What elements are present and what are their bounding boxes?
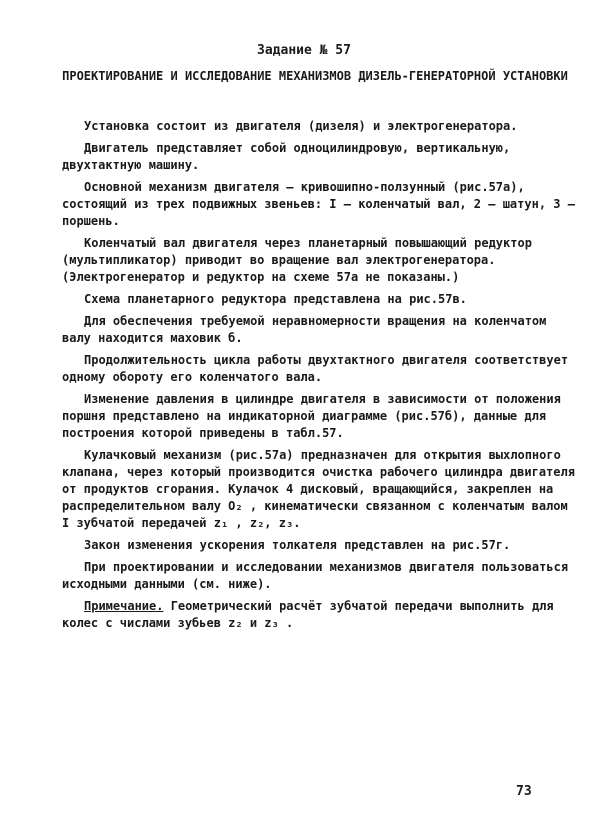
page-number: 73 [516,784,532,799]
paragraph-4: Коленчатый вал двигателя через планетарный повышающий редуктор (мультипликатор) приводит во вращение вал электрогенератора. (Электрогенератор и редуктор на схеме 57а не показаны.) [62,236,532,284]
paragraph-9: Кулачковый механизм (рис.57а) предназначен для открытия выхлопного клапана, через который производится очистка рабочего цилиндра двигателя от продуктов сгорания. Кулачок 4 дисковый, вращающийся, закреплен на распределительном валу O₂ , кинематически связанном с коленчатым валом I зубчатой передачей z₁ , z₂, z₃. [62,448,575,530]
paragraph-1: Установка состоит из двигателя (дизеля) и электрогенератора. [84,119,518,133]
paragraph-5: Схема планетарного редуктора представлена на рис.57в. [84,292,467,306]
paragraph-8: Изменение давления в цилиндре двигателя в зависимости от положения поршня представлено на индикаторной диаграмме (рис.57б), данные для построения которой приведены в табл.57. [62,392,561,440]
paragraph-6: Для обеспечения требуемой неравномерности вращения на коленчатом валу находится маховик б. [62,314,547,345]
body-text [62,118,582,637]
assignment-title: Задание № 57 [257,43,351,58]
paragraph-10: Закон изменения ускорения толкателя представлен на рис.57г. [84,538,511,552]
paragraph-11: При проектировании и исследовании механизмов двигателя пользоваться исходными данными (см. ниже). [62,560,569,591]
paragraph-2: Двигатель представляет собой одноцилиндровую, вертикальную, двухтактную машину. [62,141,511,172]
paragraph-3: Основной механизм двигателя – кривошипно-ползунный (рис.57а), состоящий из трех подвижных звеньев: I – коленчатый вал, 2 – шатун, 3 – поршень. [62,180,575,228]
note-paragraph [62,598,582,632]
note-label: Примечание. [84,599,164,613]
paragraph-7: Продолжительность цикла работы двухтактного двигателя соответствует одному обороту его коленчатого вала. [62,353,569,384]
section-heading: ПРОЕКТИРОВАНИЕ И ИССЛЕДОВАНИЕ МЕХАНИЗМОВ ДИЗЕЛЬ-ГЕНЕРАТОРНОЙ УСТАНОВКИ [62,69,568,83]
note-text: Геометрический расчёт зубчатой передачи выполнить для колес с числами зубьев z₂ и z₃ . [62,599,554,630]
